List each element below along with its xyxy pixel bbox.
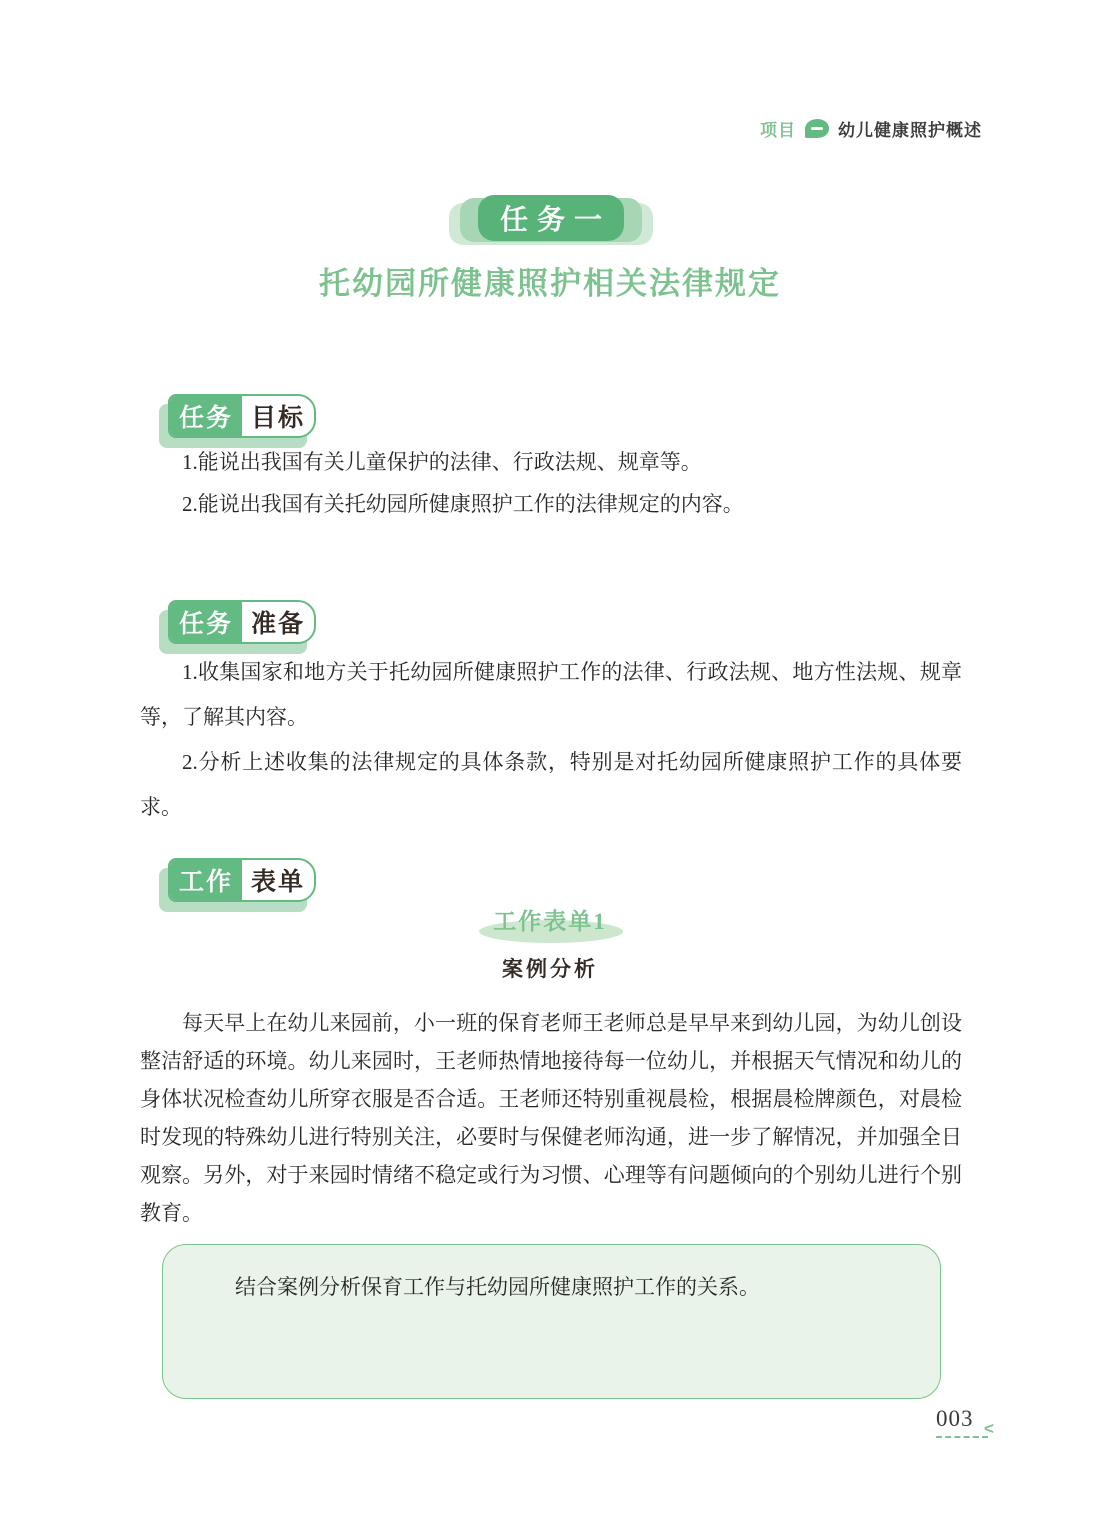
chevron-left-icon: < [984, 1419, 994, 1438]
goals-list [140, 441, 962, 525]
badge-left-label: 任务 [170, 396, 242, 436]
answer-box[interactable] [162, 1244, 941, 1399]
task-badge-label: 任务一 [478, 195, 624, 241]
badge-body [168, 858, 316, 902]
worksheet-title: 工作表单1 [493, 909, 607, 934]
badge-right-label: 目标 [250, 405, 305, 432]
badge-left-label: 任务 [170, 602, 242, 642]
goal-item: 2.能说出我国有关托幼园所健康照护工作的法律规定的内容。 [182, 492, 744, 516]
leaf-number-icon [805, 119, 829, 138]
badge-left-label: 工作 [170, 860, 242, 900]
worksheet-title-wrap [0, 903, 1100, 947]
badge-right-label: 准备 [250, 611, 305, 638]
case-paragraph: 每天早上在幼儿来园前，小一班的保育老师王老师总是早早来到幼儿园，为幼儿创设整洁舒适的环境。幼儿来园时，王老师热情地接待每一位幼儿，并根据天气情况和幼儿的身体状况检查幼儿所穿衣服是否合适。王老师还特别重视晨检，根据晨检牌颜色，对晨检时发现的特殊幼儿进行特别关注，必要时与保健老师沟通，进一步了解情况，并加强全日观察。另外，对于来园时情绪不稳定或行为习惯、心理等有问题倾向的个别幼儿进行个别教育。 [140, 1011, 962, 1225]
page-number-dashes [936, 1436, 988, 1438]
badge-body [168, 394, 316, 438]
goal-item: 1.能说出我国有关儿童保护的法律、行政法规、规章等。 [182, 450, 702, 474]
section-badge-prep [168, 600, 316, 644]
page-title: 托幼园所健康照护相关法律规定 [319, 266, 781, 301]
case-paragraph-block [140, 1004, 962, 1232]
header-chapter-title: 幼儿健康照护概述 [838, 121, 982, 140]
running-header [760, 116, 982, 141]
case-heading: 案例分析 [502, 958, 598, 981]
prep-list [140, 650, 962, 830]
page-footer [936, 1406, 1006, 1438]
answer-box-question: 结合案例分析保育工作与托幼园所健康照护工作的关系。 [235, 1275, 760, 1299]
page-number: 003 [936, 1406, 974, 1431]
task-number-badge [449, 195, 653, 245]
badge-right-label: 表单 [250, 869, 305, 896]
section-badge-goals [168, 394, 316, 438]
prep-item: 2.分析上述收集的法律规定的具体条款，特别是对托幼园所健康照护工作的具体要求。 [140, 750, 962, 819]
prep-item: 1.收集国家和地方关于托幼园所健康照护工作的法律、行政法规、地方性法规、规章等，了解其内容。 [140, 660, 962, 729]
header-project-label: 项目 [760, 121, 796, 140]
badge-body [168, 600, 316, 644]
section-badge-worksheet [168, 858, 316, 902]
